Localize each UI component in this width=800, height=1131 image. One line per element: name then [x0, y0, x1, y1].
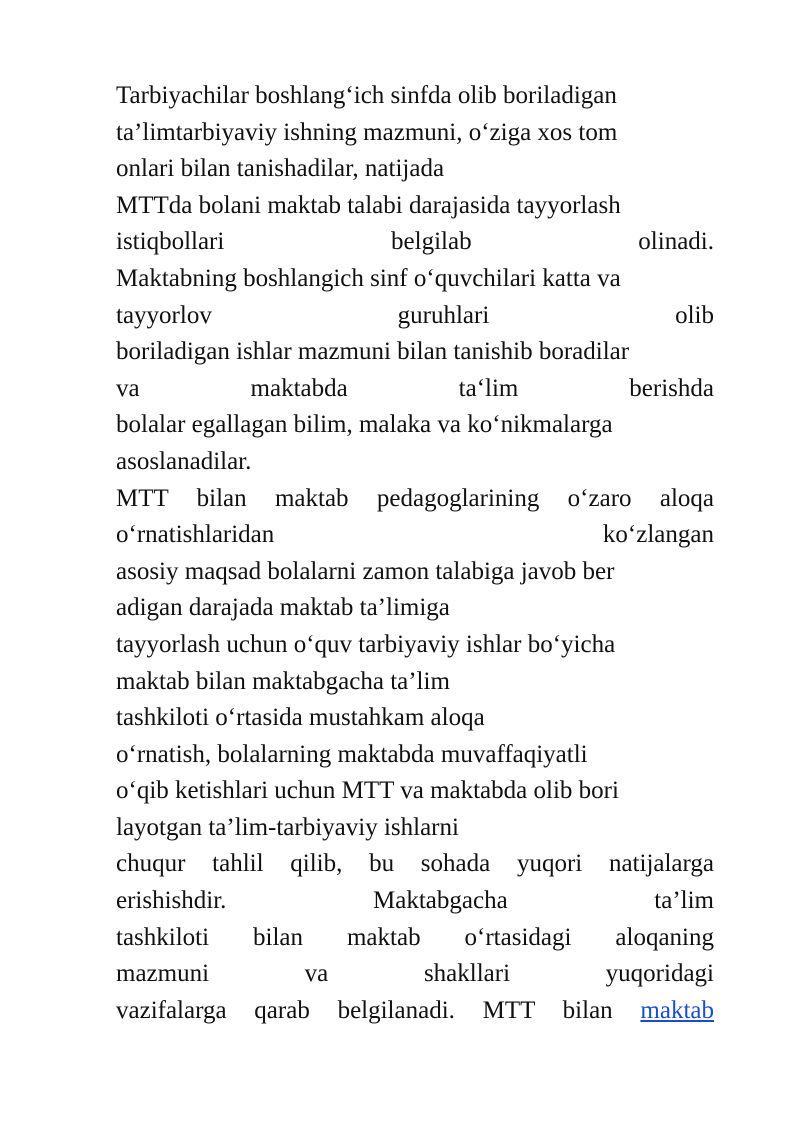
text-line: layotgan ta’lim-tarbiyaviy ishlarni — [116, 813, 459, 841]
text-line: Tarbiyachilar boshlang‘ich sinfda olib boriladigan — [116, 82, 617, 109]
text-line: va maktabda ta‘lim berishda — [116, 374, 714, 402]
text-line: ta’limtarbiyaviy ishning mazmuni, o‘ziga xos tom — [116, 118, 618, 146]
maktab-link[interactable]: maktab — [640, 996, 715, 1024]
text-line: o‘rnatishlaridan ko‘zlangan — [116, 521, 714, 549]
text-line: MTTda bolani maktab talabi darajasida tayyorlash — [116, 191, 621, 219]
text-line: asosiy maqsad bolalarni zamon talabiga javob ber — [116, 557, 615, 585]
document-body — [116, 78, 714, 1029]
text-line: onlari bilan tanishadilar, natijada — [116, 155, 445, 183]
text-line: bolalar egallagan bilim, malaka va ko‘nikmalarga — [116, 411, 613, 439]
text-line: istiqbollari belgilab olinadi. — [116, 228, 714, 256]
text-line: maktab bilan maktabgacha ta’lim — [116, 667, 450, 695]
text-line: asoslanadilar. — [116, 447, 252, 475]
text-line: tashkiloti o‘rtasida mustahkam aloqa — [116, 704, 485, 732]
text-line: tayyorlash uchun o‘quv tarbiyaviy ishlar bo‘yicha — [116, 630, 616, 658]
text-line: boriladigan ishlar mazmuni bilan tanishib boradilar — [116, 338, 630, 366]
text-line: mazmuni va shakllari yuqoridagi — [116, 960, 714, 988]
text-line: o‘qib ketishlari uchun MTT va maktabda olib bori — [116, 777, 619, 805]
text-line: erishishdir. Maktabgacha ta’lim — [116, 887, 714, 915]
text-line: tashkiloti bilan maktab o‘rtasidagi aloqaning — [116, 923, 714, 951]
text-line: tayyorlov guruhlari olib — [116, 301, 714, 329]
text-line: chuqur tahlil qilib, bu sohada yuqori natijalarga — [116, 850, 714, 878]
text-line: adigan darajada maktab ta’limiga — [116, 594, 450, 622]
text-line: Maktabning boshlangich sinf o‘quvchilari katta va — [116, 264, 621, 292]
text-line: o‘rnatish, bolalarning maktabda muvaffaqiyatli — [116, 740, 588, 768]
last-line-text: vazifalarga qarab belgilanadi. MTT bilan — [116, 996, 613, 1024]
text-line: MTT bilan maktab pedagoglarining o‘zaro aloqa — [116, 484, 714, 512]
last-text-line — [116, 993, 714, 1030]
